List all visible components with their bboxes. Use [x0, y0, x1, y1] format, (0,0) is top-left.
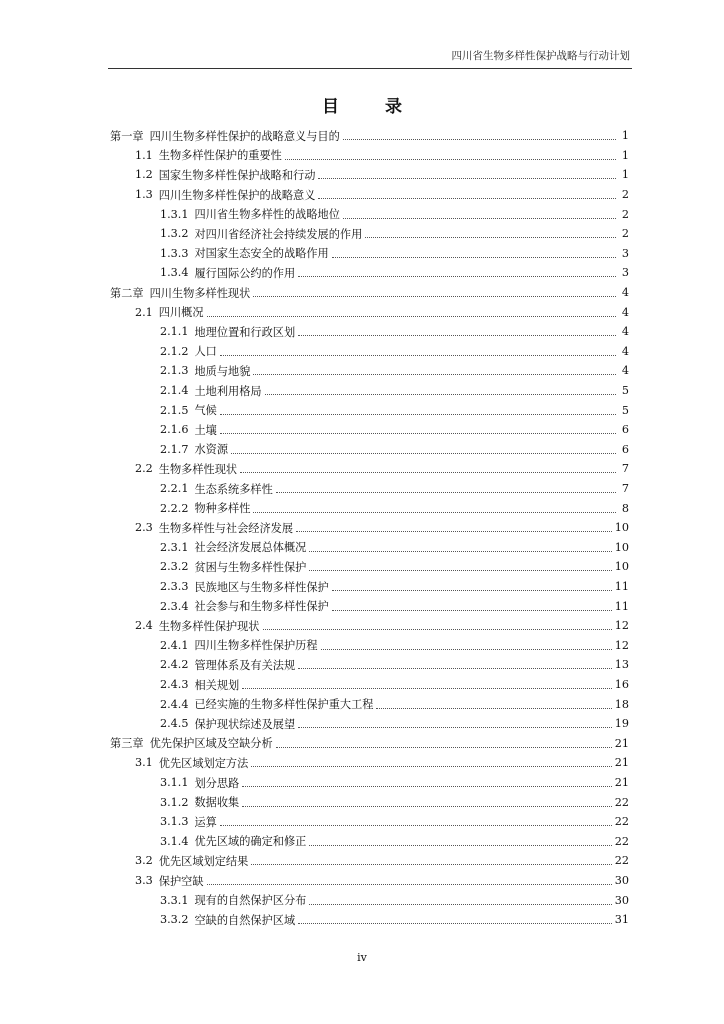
toc-entry-title: 优先保护区域及空缺分析 [149, 737, 273, 751]
toc-entry[interactable] [160, 342, 629, 362]
toc-entry[interactable] [110, 126, 629, 146]
toc-dot-leader [240, 471, 616, 473]
toc-dot-leader [309, 844, 611, 846]
toc-entry-page: 2 [621, 188, 629, 202]
toc-dot-leader [263, 628, 612, 630]
toc-entry-number: 2.1.7 [160, 442, 189, 456]
toc-entry-page: 21 [614, 736, 629, 750]
toc-entry[interactable] [160, 792, 629, 812]
toc-dot-leader [298, 726, 612, 728]
toc-entry-page: 4 [621, 344, 629, 358]
toc-entry[interactable] [160, 675, 629, 695]
toc-entry-title: 人口 [194, 345, 217, 359]
toc-dot-leader [251, 863, 611, 865]
toc-entry-number: 1.3.4 [160, 266, 189, 280]
toc-entry-page: 21 [614, 776, 629, 790]
toc-entry-number: 3.1.2 [160, 795, 189, 809]
toc-entry-title: 四川生物多样性保护的战略意义 [158, 188, 316, 202]
toc-entry-page: 5 [621, 403, 629, 417]
toc-entry-number: 2.1.5 [160, 403, 189, 417]
toc-entry-number: 2.4.1 [160, 638, 189, 652]
toc-entry-title: 对四川省经济社会持续发展的作用 [194, 227, 363, 241]
toc-entry-page: 10 [614, 521, 629, 535]
toc-entry-title: 生物多样性保护现状 [158, 619, 260, 633]
toc-entry[interactable] [135, 185, 629, 205]
toc-dot-leader [309, 569, 611, 571]
toc-entry-number: 3.3 [135, 874, 153, 888]
toc-dot-leader [332, 609, 612, 611]
toc-entry[interactable] [135, 851, 629, 871]
toc-entry-page: 11 [614, 580, 629, 594]
toc-entry-page: 16 [614, 678, 629, 692]
toc-entry-page: 4 [621, 325, 629, 339]
toc-dot-leader [276, 746, 612, 748]
toc-dot-leader [242, 805, 612, 807]
toc-entry[interactable] [160, 498, 629, 518]
toc-entry-page: 12 [614, 638, 629, 652]
toc-entry-number: 2.4.2 [160, 658, 189, 672]
toc-dot-leader [332, 256, 616, 258]
toc-entry-page: 10 [614, 540, 629, 554]
toc-entry-page: 18 [614, 697, 629, 711]
toc-entry-title: 地理位置和行政区划 [194, 325, 296, 339]
toc-entry-number: 1.3.1 [160, 207, 189, 221]
toc-entry[interactable] [135, 459, 629, 479]
toc-entry-number: 2.1.2 [160, 344, 189, 358]
toc-dot-leader [253, 511, 616, 513]
toc-entry-title: 贫困与生物多样性保护 [194, 560, 307, 574]
toc-entry-page: 19 [614, 717, 629, 731]
toc-entry-page: 4 [621, 305, 629, 319]
toc-entry-page: 2 [621, 207, 629, 221]
toc-dot-leader [207, 315, 616, 317]
toc-dot-leader [343, 217, 616, 219]
toc-entry-title: 优先区域划定方法 [158, 756, 249, 770]
toc-entry-number: 2.1.1 [160, 325, 189, 339]
toc-entry-number: 3.3.2 [160, 913, 189, 927]
toc-entry-title: 生态系统多样性 [194, 482, 273, 496]
toc-entry-number: 1.3 [135, 188, 153, 202]
toc-dot-leader [321, 648, 612, 650]
header-title: 四川省生物多样性保护战略与行动计划 [451, 50, 630, 62]
toc-entry[interactable] [160, 832, 629, 852]
toc-entry-page: 12 [614, 619, 629, 633]
toc-entry-title: 土地利用格局 [194, 384, 262, 398]
toc-entry[interactable] [135, 753, 629, 773]
toc-entry[interactable] [160, 773, 629, 793]
toc-dot-leader [376, 707, 611, 709]
toc-entry[interactable] [110, 283, 629, 303]
toc-entry-number: 2.3.4 [160, 599, 189, 613]
toc-dot-leader [365, 236, 616, 238]
page-number: iv [357, 951, 367, 964]
toc-entry-number: 2.1.4 [160, 384, 189, 398]
toc-entry[interactable] [160, 557, 629, 577]
toc-entry-title: 民族地区与生物多样性保护 [194, 580, 329, 594]
toc-entry[interactable] [110, 734, 629, 754]
toc-entry-title: 生物多样性与社会经济发展 [158, 521, 294, 535]
page-title: 目 录 [322, 97, 422, 117]
toc-entry-number: 1.3.3 [160, 246, 189, 260]
toc-entry-page: 13 [614, 658, 629, 672]
toc-dot-leader [318, 177, 616, 179]
toc-entry[interactable] [160, 577, 629, 597]
toc-entry-number: 第三章 [110, 737, 144, 751]
toc-entry-title: 保护空缺 [158, 874, 204, 888]
toc-entry-number: 2.3.1 [160, 540, 189, 554]
toc-entry[interactable] [160, 400, 629, 420]
toc-entry-title: 四川生物多样性现状 [149, 286, 251, 300]
toc-entry-page: 6 [621, 442, 629, 456]
toc-entry[interactable] [160, 420, 629, 440]
toc-entry-title: 四川生物多样性保护的战略意义与目的 [149, 129, 340, 143]
toc-dot-leader [207, 883, 612, 885]
toc-dot-leader [298, 334, 616, 336]
toc-entry[interactable] [160, 890, 629, 910]
toc-dot-leader [332, 589, 612, 591]
toc-entry-title: 空缺的自然保护区域 [194, 913, 296, 927]
toc-entry-page: 30 [614, 874, 629, 888]
toc-entry[interactable] [135, 165, 629, 185]
toc-entry-title: 物种多样性 [194, 502, 251, 516]
toc-entry-title: 数据收集 [194, 796, 240, 810]
toc-entry[interactable] [160, 694, 629, 714]
toc-entry[interactable] [160, 361, 629, 381]
toc-entry-number: 1.3.2 [160, 227, 189, 241]
toc-entry[interactable] [135, 518, 629, 538]
toc-entry-number: 2.2.2 [160, 501, 189, 515]
toc-entry-number: 2.2 [135, 462, 153, 476]
toc-entry-title: 生物多样性现状 [158, 462, 238, 476]
toc-dot-leader [265, 393, 616, 395]
page-header [108, 46, 632, 69]
toc-entry-title: 四川生物多样性保护历程 [194, 639, 318, 653]
toc-entry-page: 22 [614, 795, 629, 809]
toc-entry-number: 2.3 [135, 521, 153, 535]
toc-entry-number: 1.1 [135, 148, 153, 162]
toc-entry-page: 6 [621, 423, 629, 437]
toc-entry[interactable] [160, 910, 629, 930]
toc-entry-page: 10 [614, 560, 629, 574]
toc-entry[interactable] [160, 812, 629, 832]
toc-dot-leader [318, 197, 616, 199]
toc-entry-title: 履行国际公约的作用 [194, 266, 296, 280]
toc-entry-page: 21 [614, 756, 629, 770]
toc-entry-page: 2 [621, 227, 629, 241]
toc-entry-page: 1 [621, 168, 629, 182]
toc-entry-title: 国家生物多样性保护战略和行动 [158, 168, 316, 182]
toc-entry-number: 3.1.1 [160, 776, 189, 790]
toc-entry-title: 保护现状综述及展望 [194, 717, 296, 731]
toc-dot-leader [298, 667, 612, 669]
toc-entry-number: 2.3.2 [160, 560, 189, 574]
toc-entry-number: 3.1 [135, 756, 153, 770]
toc-entry-title: 地质与地貌 [194, 364, 251, 378]
toc-dot-leader [242, 785, 612, 787]
toc-dot-leader [309, 903, 611, 905]
toc-dot-leader [296, 530, 612, 532]
toc-dot-leader [253, 373, 616, 375]
toc-entry-page: 30 [614, 893, 629, 907]
toc-dot-leader [285, 158, 616, 160]
toc-entry-number: 2.3.3 [160, 580, 189, 594]
toc-entry-page: 22 [614, 834, 629, 848]
toc-entry-number: 2.4 [135, 619, 153, 633]
toc-entry-page: 7 [621, 482, 629, 496]
toc-entry-page: 22 [614, 854, 629, 868]
toc-dot-leader [231, 452, 616, 454]
toc-entry-title: 社会经济发展总体概况 [194, 541, 307, 555]
toc-entry[interactable] [135, 871, 629, 891]
toc-entry-page: 4 [621, 364, 629, 378]
toc-entry-number: 第二章 [110, 286, 144, 300]
toc-entry[interactable] [160, 263, 629, 283]
toc-entry[interactable] [135, 616, 629, 636]
toc-entry-title: 气候 [194, 404, 217, 418]
toc-entry-title: 相关规划 [194, 678, 240, 692]
toc-entry-number: 第一章 [110, 129, 144, 143]
toc-dot-leader [220, 432, 616, 434]
toc-entry-page: 11 [614, 599, 629, 613]
toc-entry-page: 7 [621, 462, 629, 476]
toc-entry[interactable] [160, 655, 629, 675]
toc-dot-leader [242, 687, 612, 689]
toc-entry-page: 22 [614, 815, 629, 829]
toc-entry-number: 2.1 [135, 305, 153, 319]
toc-entry-title: 已经实施的生物多样性保护重大工程 [194, 698, 374, 712]
toc-dot-leader [309, 550, 611, 552]
toc-entry-title: 水资源 [194, 443, 229, 457]
toc-entry-number: 2.4.3 [160, 678, 189, 692]
toc-entry-title: 管理体系及有关法规 [194, 658, 296, 672]
toc-entry-title: 四川省生物多样性的战略地位 [194, 208, 340, 222]
toc-entry-number: 3.1.4 [160, 834, 189, 848]
toc-entry-page: 5 [621, 384, 629, 398]
toc-entry-title: 优先区域划定结果 [158, 854, 249, 868]
toc-entry-number: 2.4.4 [160, 697, 189, 711]
toc-entry[interactable] [160, 479, 629, 499]
toc-dot-leader [298, 275, 616, 277]
toc-entry-title: 运算 [194, 815, 217, 829]
toc-entry-page: 31 [614, 913, 629, 927]
toc-dot-leader [298, 922, 612, 924]
toc-entry-page: 3 [621, 246, 629, 260]
toc-entry-number: 2.2.1 [160, 482, 189, 496]
toc-entry[interactable] [160, 538, 629, 558]
toc-entry[interactable] [160, 204, 629, 224]
toc-dot-leader [220, 413, 616, 415]
toc-entry[interactable] [160, 224, 629, 244]
toc-entry-title: 优先区域的确定和修正 [194, 835, 307, 849]
toc-entry[interactable] [160, 636, 629, 656]
toc-entry-title: 生物多样性保护的重要性 [158, 149, 282, 163]
toc-entry-title: 划分思路 [194, 776, 240, 790]
toc-dot-leader [220, 824, 612, 826]
toc-entry[interactable] [135, 302, 629, 322]
toc-entry[interactable] [160, 440, 629, 460]
toc-entry-title: 土壤 [194, 423, 217, 437]
toc-entry[interactable] [160, 596, 629, 616]
toc-entry-page: 4 [621, 286, 629, 300]
toc-entry[interactable] [160, 381, 629, 401]
toc-dot-leader [343, 138, 616, 140]
toc-entry-number: 3.1.3 [160, 815, 189, 829]
toc-entry-number: 2.1.3 [160, 364, 189, 378]
toc-entry-page: 1 [621, 148, 629, 162]
toc-entry[interactable] [135, 146, 629, 166]
toc-entry-title: 现有的自然保护区分布 [194, 894, 307, 908]
toc-entry-number: 2.1.6 [160, 423, 189, 437]
toc-dot-leader [220, 354, 616, 356]
toc-entry-number: 3.3.1 [160, 893, 189, 907]
toc-dot-leader [251, 765, 611, 767]
toc-dot-leader [253, 295, 616, 297]
toc-entry[interactable] [160, 714, 629, 734]
toc-entry-title: 对国家生态安全的战略作用 [194, 247, 329, 261]
toc-entry-page: 1 [621, 129, 629, 143]
toc-entry-number: 3.2 [135, 854, 153, 868]
toc-entry-number: 1.2 [135, 168, 153, 182]
toc-entry-page: 8 [621, 501, 629, 515]
toc-entry-number: 2.4.5 [160, 717, 189, 731]
toc-entry-title: 四川概况 [158, 306, 204, 320]
toc-entry[interactable] [160, 322, 629, 342]
toc-dot-leader [276, 491, 616, 493]
toc-entry-page: 3 [621, 266, 629, 280]
toc-entry-title: 社会参与和生物多样性保护 [194, 600, 329, 614]
toc-entry[interactable] [160, 244, 629, 264]
